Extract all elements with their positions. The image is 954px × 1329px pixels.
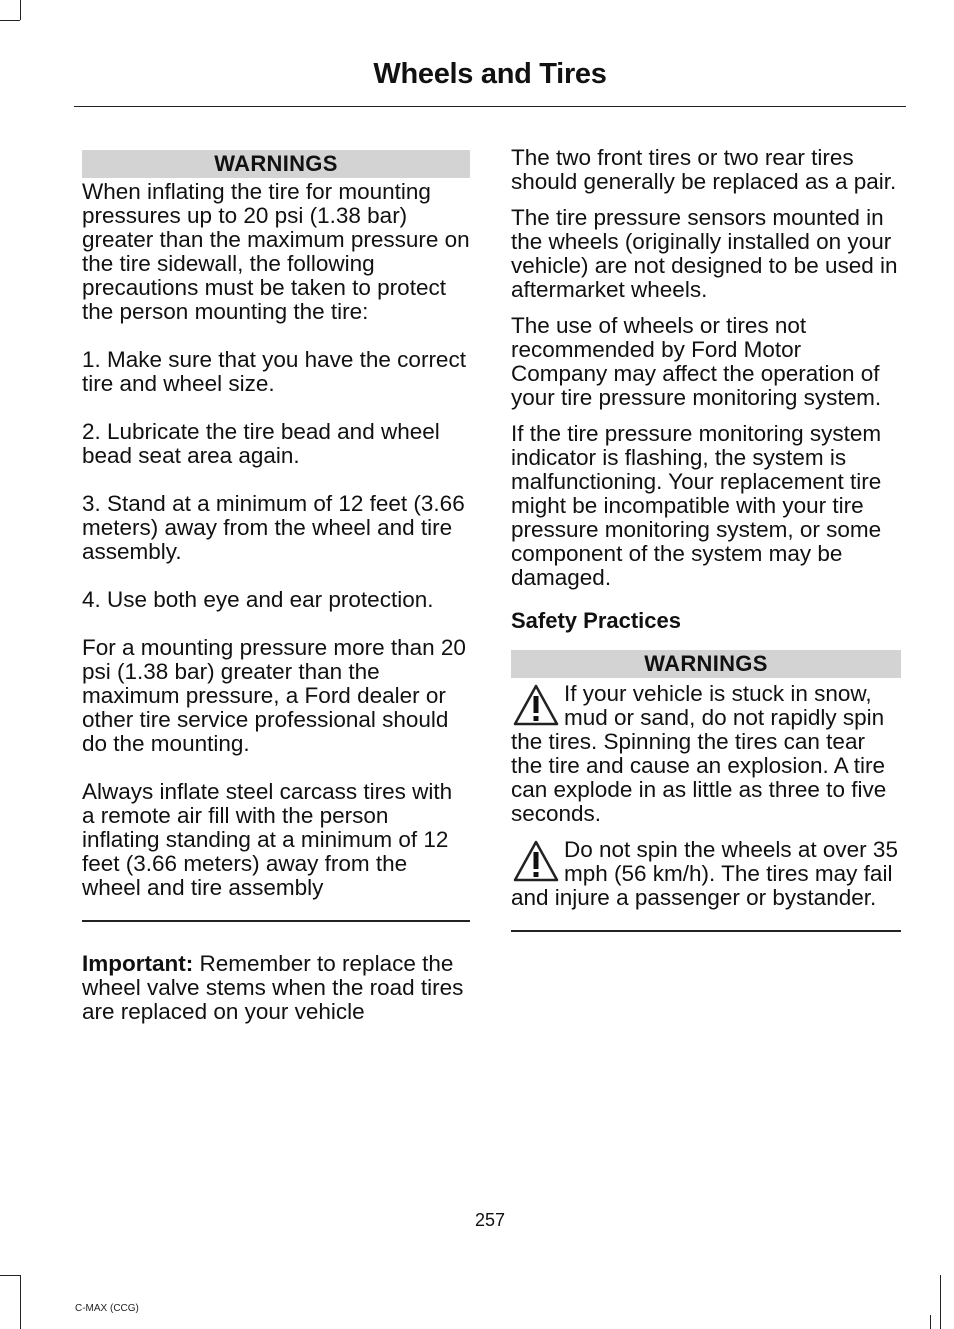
crop-mark: [0, 1275, 20, 1276]
document-code: C-MAX (CCG): [75, 1303, 139, 1314]
crop-mark: [930, 1315, 931, 1329]
warning-text: If your vehicle is stuck in snow, mud or sand, do not rapidly spin the tires. Spinning the tires can tear the tire and cause an explosion. A tire can explode in as little as three to five seconds.: [511, 681, 887, 826]
page-title: Wheels and Tires: [373, 58, 607, 90]
body-paragraph: The two front tires or two rear tires should generally be replaced as a pair.: [511, 145, 897, 194]
warning-item: [511, 682, 901, 826]
body-paragraph: The use of wheels or tires not recommended by Ford Motor Company may affect the operation of your tire pressure monitoring system.: [511, 313, 882, 410]
header-divider: [74, 106, 906, 107]
warning-triangle-icon: [511, 838, 561, 884]
page-number: 257: [474, 1210, 506, 1230]
crop-mark: [20, 0, 21, 20]
step-item: 4. Use both eye and ear protection.: [82, 587, 434, 612]
crop-mark: [20, 1275, 21, 1329]
section-heading: Safety Practices: [511, 608, 681, 633]
body-paragraph: The tire pressure sensors mounted in the wheels (originally installed on your vehicle) are not designed to be used in aftermarket wheels.: [511, 205, 898, 302]
warning-triangle-icon: [511, 682, 561, 728]
right-column: [511, 146, 901, 932]
important-note: [82, 952, 470, 1024]
warning-intro: When inflating the tire for mounting pressures up to 20 psi (1.38 bar) greater than the maximum pressure on the tire sidewall, the following precautions must be taken to protect the person mounting the tire:: [82, 179, 470, 324]
important-text: Remember to replace the wheel valve stems when the road tires are replaced on your vehicle: [82, 951, 464, 1024]
body-paragraph: If the tire pressure monitoring system indicator is flashing, the system is malfunctioning. Your replacement tire might be incompatible with your tire pressure monitoring system, or some component of the system may be damaged.: [511, 421, 882, 590]
step-item: 3. Stand at a minimum of 12 feet (3.66 meters) away from the wheel and tire assembly.: [82, 491, 465, 564]
crop-mark: [940, 1275, 941, 1329]
step-item: 1. Make sure that you have the correct tire and wheel size.: [82, 347, 466, 396]
important-label: Important:: [82, 951, 194, 976]
dealer-paragraph: For a mounting pressure more than 20 psi (1.38 bar) greater than the maximum pressure, a Ford dealer or other tire service professional should do the mounting.: [82, 635, 466, 756]
step-item: 2. Lubricate the tire bead and wheel bead seat area again.: [82, 419, 440, 468]
warnings-heading: WARNINGS: [82, 150, 470, 178]
inflate-paragraph: Always inflate steel carcass tires with a remote air fill with the person inflating standing at a minimum of 12 feet (3.66 meters) away from the wheel and tire assembly: [82, 779, 453, 900]
warning-item: [511, 838, 901, 910]
section-divider: [511, 930, 901, 932]
warnings-heading: WARNINGS: [511, 650, 901, 678]
left-column: [82, 150, 470, 1024]
crop-mark: [0, 20, 20, 21]
warning-text: Do not spin the wheels at over 35 mph (56 km/h). The tires may fail and injure a passenger or bystander.: [511, 837, 898, 910]
